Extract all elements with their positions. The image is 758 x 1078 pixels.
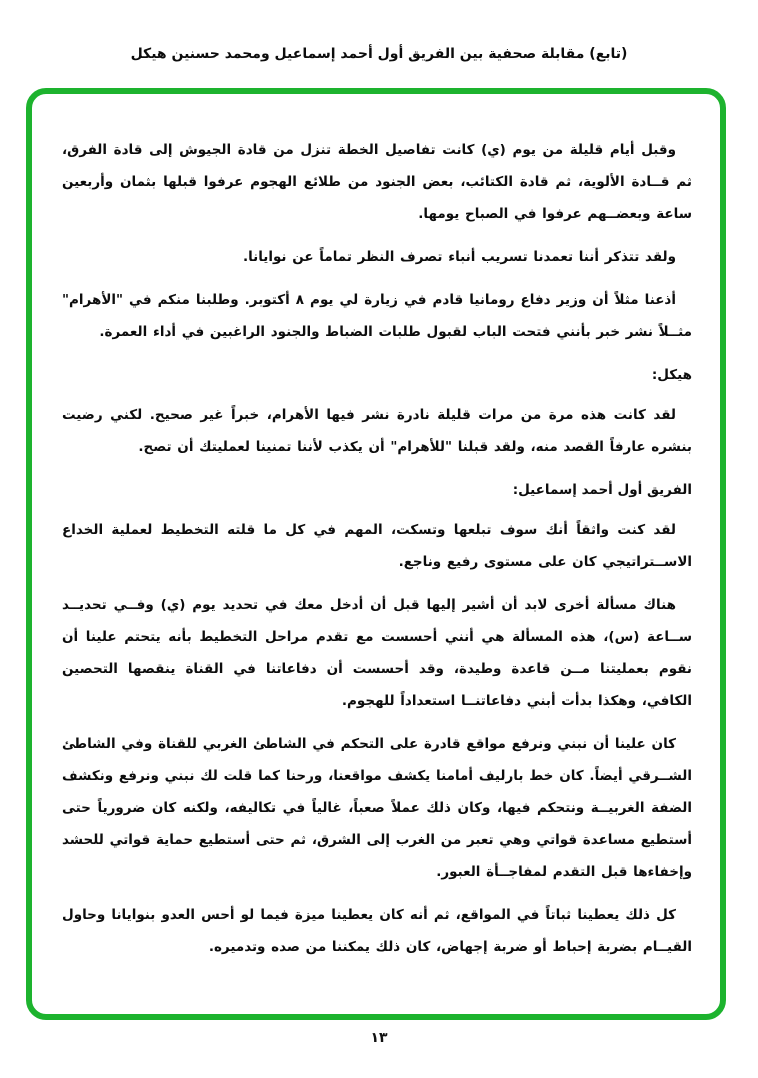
paragraph: أذعنا مثلاً أن وزير دفاع رومانيا قادم في زيارة لي يوم ٨ أكتوبر. وطلبنا منكم في "الأهرام" مثــلاً نشر خبر بأنني فتحت الباب لقبول طلبات الضباط والجنود الراغبين في أداء العمرة. xyxy=(62,292,692,340)
page-number: ١٣ xyxy=(370,1030,388,1046)
page-header-title: (تابع) مقابلة صحفية بين الفريق أول أحمد إسماعيل ومحمد حسنين هيكل xyxy=(130,46,628,62)
interview-text-body xyxy=(32,94,720,963)
paragraph: لقد كنت واثقاً أنك سوف تبلعها وتسكت، المهم في كل ما قلته التخطيط لعملية الخداع الاســتراتيجي كان على مستوى رفيع وناجع. xyxy=(62,522,692,570)
paragraph: كان علينا أن نبني ونرفع مواقع قادرة على التحكم في الشاطئ الغربي للقناة وفي الشاطئ الشــرقي أيضاً. كان خط بارليف أمامنا يكشف مواقعنا، ورحنا كما قلت لك نبني ونرفع ونكشف الضفة الغربيــة ونتحكم فيها، وكان ذلك عملاً صعباً، غالياً في تكاليفه، ولكنه كان ضرورياً حتى أستطيع مساعدة قواتي وهي تعبر من الغرب إلى الشرق، ثم حتى أستطيع حماية قواتي للحشد وإخفاءها قبل التقدم لمفاجــأة العبور. xyxy=(62,736,692,880)
paragraph: ولقد تتذكر أننا تعمدنا تسريب أنباء تصرف النظر تماماً عن نوايانا. xyxy=(242,249,676,265)
speaker-label: هيكل: xyxy=(651,367,692,383)
green-border-frame xyxy=(26,88,726,1020)
paragraph: لقد كانت هذه مرة من مرات قليلة نادرة نشر فيها الأهرام، خبراً غير صحيح. لكني رضيت بنشره عارفاً القصد منه، ولقد قبلنا "للأهرام" أن يكذب لأننا تمنينا لعمليتك أن تصح. xyxy=(62,407,692,455)
paragraph: كل ذلك يعطينا ثباتاً في المواقع، ثم أنه كان يعطينا ميزة فيما لو أحس العدو بنوايانا وحاول القيــام بضربة إحباط أو ضربة إجهاض، كان ذلك يمكننا من صده وتدميره. xyxy=(62,907,692,955)
paragraph: هناك مسألة أخرى لابد أن أشير إليها قبل أن أدخل معك في تحديد يوم (ي) وفــي تحديــد ســاعة (س)، هذه المسألة هي أنني أحسست مع تقدم مراحل التخطيط بأنه يتحتم علينا أن نقوم بعمليتنا مــن قاعدة وطيدة، وقد أحسست أن دفاعاتنا في القناة ينقصها التحصين الكافي، وهكذا بدأت أبني دفاعاتنــا استعداداً للهجوم. xyxy=(62,597,692,709)
speaker-label: الفريق أول أحمد إسماعيل: xyxy=(512,482,692,498)
paragraph: وقبل أيام قليلة من يوم (ي) كانت تفاصيل الخطة تنزل من قادة الجيوش إلى قادة الفرق، ثم قــادة الألوية، ثم قادة الكتائب، بعض الجنود من طلائع الهجوم عرفوا قبلها بثمان وأربعين ساعة وبعضــهم عرفوا في الصباح يومها. xyxy=(62,142,692,222)
